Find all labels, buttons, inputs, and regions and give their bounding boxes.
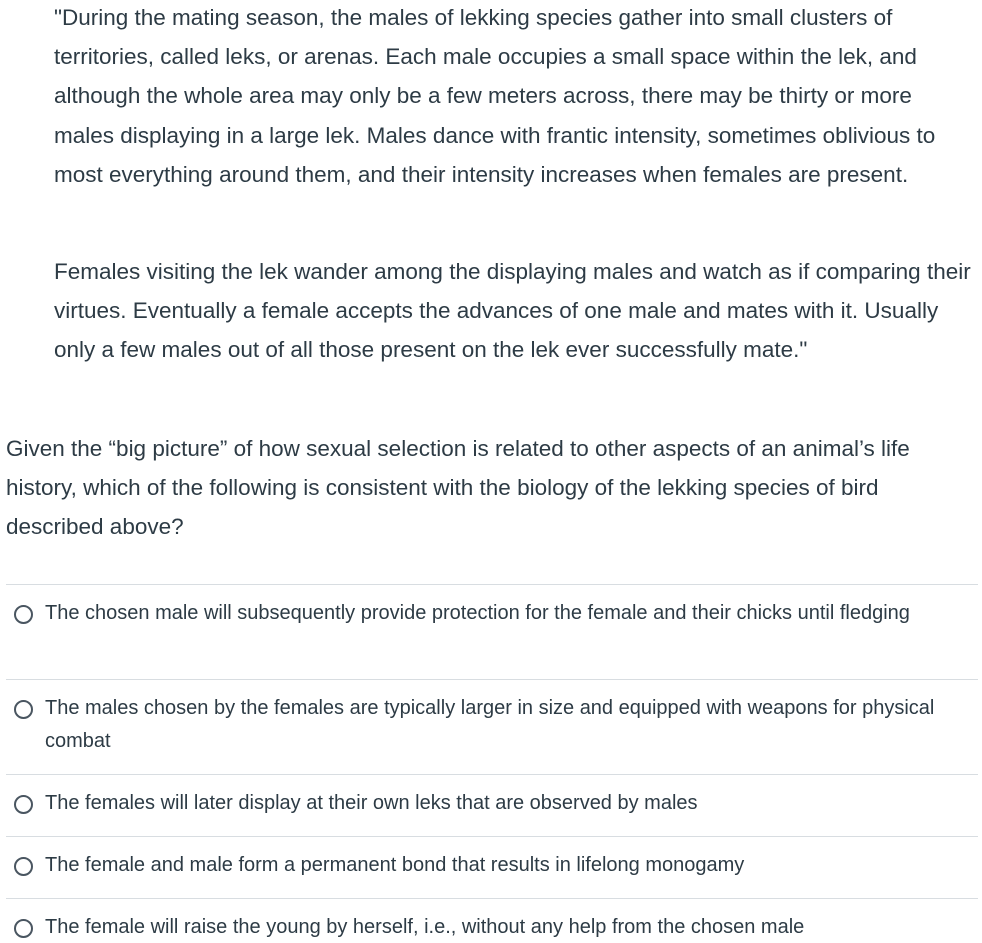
radio-button-icon[interactable]	[14, 795, 33, 814]
passage-paragraph-2: Females visiting the lek wander among the displaying males and watch as if comparing their virtues. Eventually a female accepts the advances of one male and mates with it. Usually only a few males out of all those present on the lek ever successfully mate."	[54, 259, 971, 363]
passage-paragraph-1: "During the mating season, the males of lekking species gather into small clusters of territories, called leks, or arenas. Each male occupies a small space within the lek, and although the whole area may only be a few meters across, there may be thirty or more males displaying in a large lek. Males dance with frantic intensity, sometimes oblivious to most everything around them, and their intensity increases when females are present.	[54, 5, 936, 187]
radio-button-icon[interactable]	[14, 857, 33, 876]
answer-label[interactable]: The females will later display at their own leks that are observed by males	[45, 792, 698, 814]
answer-label[interactable]: The female will raise the young by herself, i.e., without any help from the chosen male	[45, 916, 805, 938]
answer-label[interactable]: The female and male form a permanent bond that results in lifelong monogamy	[45, 854, 745, 876]
answer-list	[6, 584, 978, 943]
answer-label[interactable]: The chosen male will subsequently provide protection for the female and their chicks until fledging	[45, 602, 910, 624]
answer-option-5[interactable]	[6, 898, 978, 943]
radio-button-icon[interactable]	[14, 700, 33, 719]
answer-option-1[interactable]	[6, 584, 978, 679]
answer-option-2[interactable]	[6, 679, 978, 774]
answer-option-4[interactable]	[6, 836, 978, 898]
question-text: Given the “big picture” of how sexual selection is related to other aspects of an animal’s life history, which of the following is consistent with the biology of the lekking species of bird described above?	[6, 436, 910, 540]
radio-button-icon[interactable]	[14, 605, 33, 624]
radio-button-icon[interactable]	[14, 919, 33, 938]
answer-option-3[interactable]	[6, 774, 978, 836]
answer-label[interactable]: The males chosen by the females are typically larger in size and equipped with weapons for physical combat	[45, 697, 935, 752]
